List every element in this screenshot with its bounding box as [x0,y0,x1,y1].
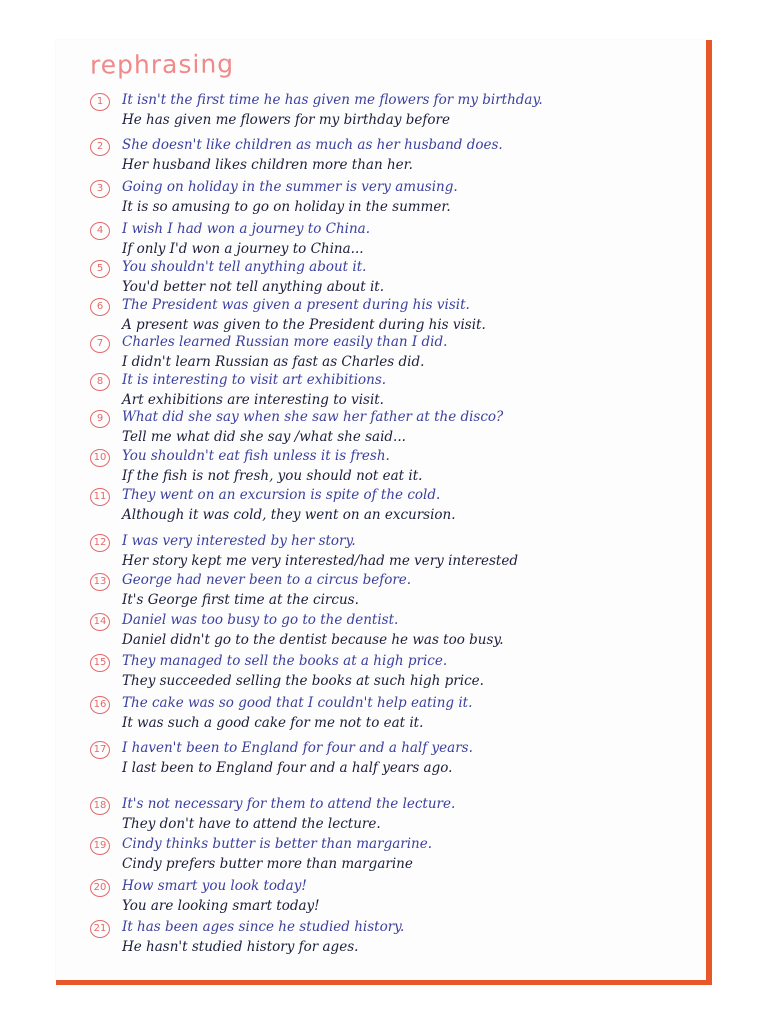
item-number: 14 [90,613,110,631]
original-sentence: Cindy thinks butter is better than margarine. [122,836,432,852]
original-sentence: What did she say when she saw her father at the disco? [122,409,504,425]
item-number: 6 [90,298,110,316]
original-sentence: Daniel was too busy to go to the dentist. [122,612,399,628]
page-title: rephrasing [89,49,235,80]
rephrased-sentence: You'd better not tell anything about it. [122,279,384,295]
rephrased-sentence: Although it was cold, they went on an excursion. [122,507,456,523]
rephrased-sentence: Tell me what did she say /what she said... [122,429,406,445]
item-number: 3 [90,180,110,198]
rephrased-sentence: They succeeded selling the books at such high price. [122,673,484,689]
rephrased-sentence: They don't have to attend the lecture. [122,816,381,832]
rephrased-sentence: Cindy prefers butter more than margarine [122,856,413,872]
rephrased-sentence: I last been to England four and a half years ago. [122,760,453,776]
item-number: 16 [90,696,110,714]
item-number: 11 [90,488,110,506]
original-sentence: The cake was so good that I couldn't help eating it. [122,695,473,711]
original-sentence: I wish I had won a journey to China. [122,221,371,237]
original-sentence: You shouldn't tell anything about it. [122,259,367,275]
original-sentence: They managed to sell the books at a high price. [122,653,448,669]
rephrased-sentence: It is so amusing to go on holiday in the summer. [122,199,451,215]
item-number: 20 [90,879,110,897]
item-number: 4 [90,222,110,240]
original-sentence: It is interesting to visit art exhibitions. [122,372,387,388]
original-sentence: The President was given a present during his visit. [122,297,470,313]
item-number: 21 [90,920,110,938]
item-number: 17 [90,741,110,759]
rephrased-sentence: A present was given to the President during his visit. [122,317,486,333]
rephrased-sentence: Her husband likes children more than her. [122,157,413,173]
rephrased-sentence: You are looking smart today! [122,898,320,914]
original-sentence: You shouldn't eat fish unless it is fresh. [122,448,390,464]
item-number: 19 [90,837,110,855]
original-sentence: I was very interested by her story. [122,533,356,549]
item-number: 8 [90,373,110,391]
rephrased-sentence: I didn't learn Russian as fast as Charles did. [122,354,425,370]
item-number: 9 [90,410,110,428]
rephrased-sentence: Art exhibitions are interesting to visit. [122,392,384,408]
item-number: 2 [90,138,110,156]
original-sentence: It's not necessary for them to attend the lecture. [122,796,456,812]
item-number: 13 [90,573,110,591]
item-number: 10 [90,449,110,467]
original-sentence: Charles learned Russian more easily than I did. [122,334,448,350]
rephrased-sentence: Her story kept me very interested/had me very interested [122,553,518,569]
item-number: 5 [90,260,110,278]
original-sentence: They went on an excursion is spite of the cold. [122,487,441,503]
item-number: 1 [90,93,110,111]
rephrased-sentence: If only I'd won a journey to China... [122,241,364,257]
rephrased-sentence: It was such a good cake for me not to eat it. [122,715,424,731]
original-sentence: It has been ages since he studied history. [122,919,405,935]
original-sentence: Going on holiday in the summer is very amusing. [122,179,458,195]
original-sentence: How smart you look today! [122,878,307,894]
rephrased-sentence: He hasn't studied history for ages. [122,939,359,955]
item-number: 12 [90,534,110,552]
original-sentence: George had never been to a circus before. [122,572,412,588]
rephrased-sentence: Daniel didn't go to the dentist because he was too busy. [122,632,504,648]
item-number: 7 [90,335,110,353]
item-number: 15 [90,654,110,672]
rephrased-sentence: If the fish is not fresh, you should not eat it. [122,468,423,484]
rephrased-sentence: He has given me flowers for my birthday before [122,112,450,128]
rephrased-sentence: It's George first time at the circus. [122,592,359,608]
original-sentence: She doesn't like children as much as her husband does. [122,137,503,153]
item-number: 18 [90,797,110,815]
original-sentence: It isn't the first time he has given me flowers for my birthday. [122,92,543,108]
original-sentence: I haven't been to England for four and a half years. [122,740,473,756]
